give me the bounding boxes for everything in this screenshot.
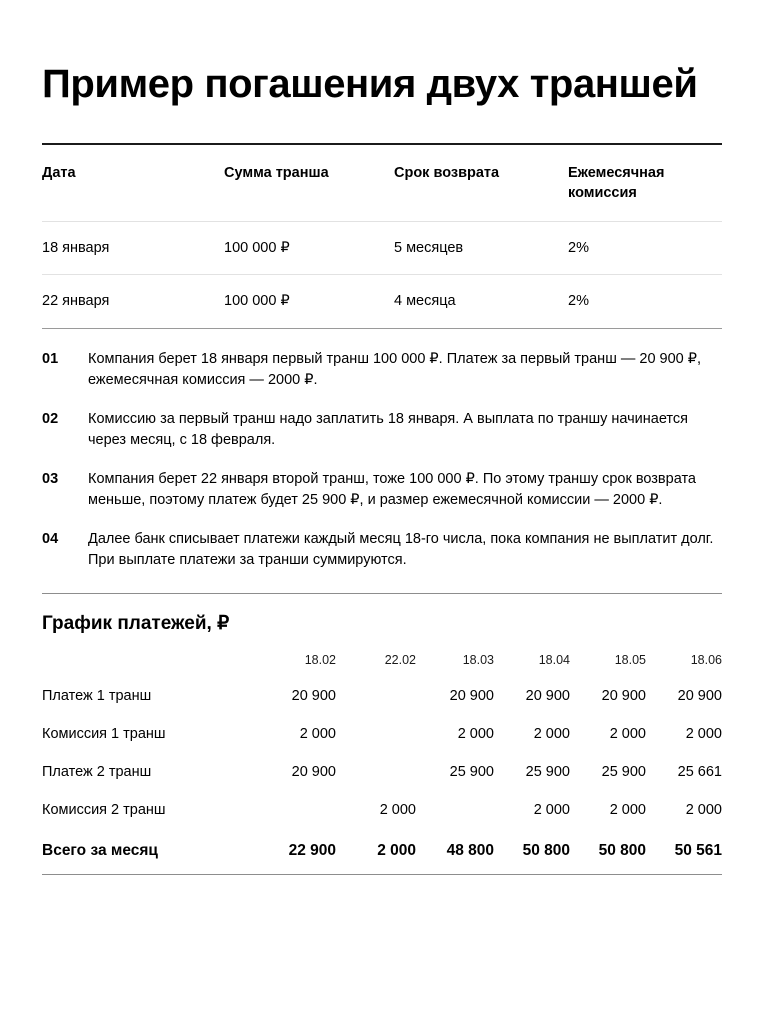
- schedule-total-cell: 22 900: [288, 842, 336, 860]
- step-text: Компания берет 18 января первый транш 100 000 ₽. Платеж за первый транш — 20 900 ₽, ежемесячная комиссия — 2000 ₽.: [88, 350, 702, 389]
- schedule-header-date-2: 22.02: [384, 653, 416, 668]
- step-text: Компания берет 22 января второй транш, тоже 100 000 ₽. По этому траншу срок возврата меньше, поэтому платеж будет 25 900 ₽, и размер ежемесячной комиссии — 2000 ₽.: [88, 470, 696, 509]
- table-row: [42, 275, 722, 328]
- tranche-table: [42, 143, 722, 329]
- schedule-cell: 20 900: [601, 688, 646, 705]
- tranche-cell-amount: 100 000 ₽: [224, 293, 290, 310]
- tranche-table-header-row: [42, 144, 722, 222]
- schedule-cell: 2 000: [609, 726, 646, 743]
- schedule-cell: 2 000: [379, 802, 416, 819]
- schedule-total-cell: 48 800: [446, 842, 494, 860]
- tranche-cell-fee: 2%: [568, 293, 589, 310]
- list-item: [42, 469, 722, 512]
- schedule-cell: 20 900: [525, 688, 570, 705]
- schedule-cell: [336, 677, 416, 715]
- schedule-total-cell: 50 561: [674, 842, 722, 860]
- schedule-cell: [336, 753, 416, 791]
- schedule-cell: 25 900: [525, 764, 570, 781]
- schedule-cell: 20 900: [291, 688, 336, 705]
- tranche-cell-amount: 100 000 ₽: [224, 222, 394, 275]
- schedule-cell: 2 000: [457, 726, 494, 743]
- page-title: Пример погашения двух траншей: [42, 62, 698, 106]
- tranche-header-term: Срок возврата: [394, 144, 568, 222]
- schedule-total-cell: 50 800: [598, 842, 646, 860]
- tranche-cell-fee: 2%: [568, 222, 722, 275]
- schedule-total-cell: 50 800: [522, 842, 570, 860]
- table-row: [42, 222, 722, 275]
- step-number: 03: [42, 470, 59, 487]
- schedule-cell: 2 000: [609, 802, 646, 819]
- schedule-cell: 20 900: [449, 688, 494, 705]
- tranche-cell-term: 4 месяца: [394, 293, 456, 310]
- schedule-title: График платежей, ₽: [42, 613, 230, 635]
- step-text: Комиссию за первый транш надо заплатить 18 января. А выплата по траншу начинается через месяц, с 18 февраля.: [88, 410, 689, 449]
- schedule-cell: [250, 791, 336, 829]
- schedule-header-date-1: 18.02: [304, 653, 336, 668]
- table-row: [42, 753, 722, 791]
- schedule-total-cell: 2 000: [377, 842, 416, 860]
- schedule-cell: 2 000: [685, 726, 722, 743]
- table-row: [42, 791, 722, 829]
- list-item: [42, 349, 722, 392]
- schedule-header-row: [42, 651, 722, 677]
- schedule-cell: 25 900: [449, 764, 494, 781]
- step-text: Далее банк списывает платежи каждый месяц 18-го числа, пока компания не выплатит долг. При выплате платежи за транши суммируются.: [88, 530, 714, 568]
- steps-list: [42, 329, 722, 572]
- schedule-cell: 25 900: [601, 764, 646, 781]
- tranche-cell-term: 5 месяцев: [394, 222, 568, 275]
- schedule-cell: 2 000: [299, 726, 336, 743]
- list-item: [42, 409, 722, 452]
- schedule-header-date-4: 18.04: [538, 653, 570, 668]
- schedule-header-corner: [42, 651, 250, 677]
- tranche-header-fee: Ежемесячная комиссия: [568, 144, 722, 222]
- tranche-cell-date: 22 января: [42, 293, 110, 310]
- schedule-cell: 20 900: [291, 764, 336, 781]
- list-item: [42, 529, 722, 572]
- schedule-row-label: Платеж 2 транш: [42, 764, 152, 781]
- schedule-total-row: [42, 829, 722, 875]
- schedule-row-label: Платеж 1 транш: [42, 688, 152, 705]
- schedule-cell: 25 661: [677, 764, 722, 781]
- table-row: [42, 715, 722, 753]
- schedule-cell: [416, 791, 494, 829]
- schedule-row-label: Комиссия 1 транш: [42, 726, 166, 743]
- schedule-header-date-5: 18.05: [614, 653, 646, 668]
- schedule-cell: 2 000: [533, 726, 570, 743]
- schedule-row-label: Комиссия 2 транш: [42, 802, 166, 819]
- tranche-header-amount: Сумма транша: [224, 144, 394, 222]
- schedule-cell: 2 000: [533, 802, 570, 819]
- schedule-cell: [336, 715, 416, 753]
- schedule-cell: 20 900: [677, 688, 722, 705]
- tranche-header-date: Дата: [42, 144, 224, 222]
- schedule-total-label: Всего за месяц: [42, 842, 158, 860]
- schedule-header-date-3: 18.03: [462, 653, 494, 668]
- tranche-cell-date: 18 января: [42, 222, 224, 275]
- table-row: [42, 677, 722, 715]
- schedule-cell: 2 000: [685, 802, 722, 819]
- payment-schedule-table: [42, 651, 722, 875]
- step-number: 01: [42, 350, 59, 367]
- step-number: 02: [42, 410, 59, 427]
- step-number: 04: [42, 530, 59, 547]
- schedule-header-date-6: 18.06: [690, 653, 722, 668]
